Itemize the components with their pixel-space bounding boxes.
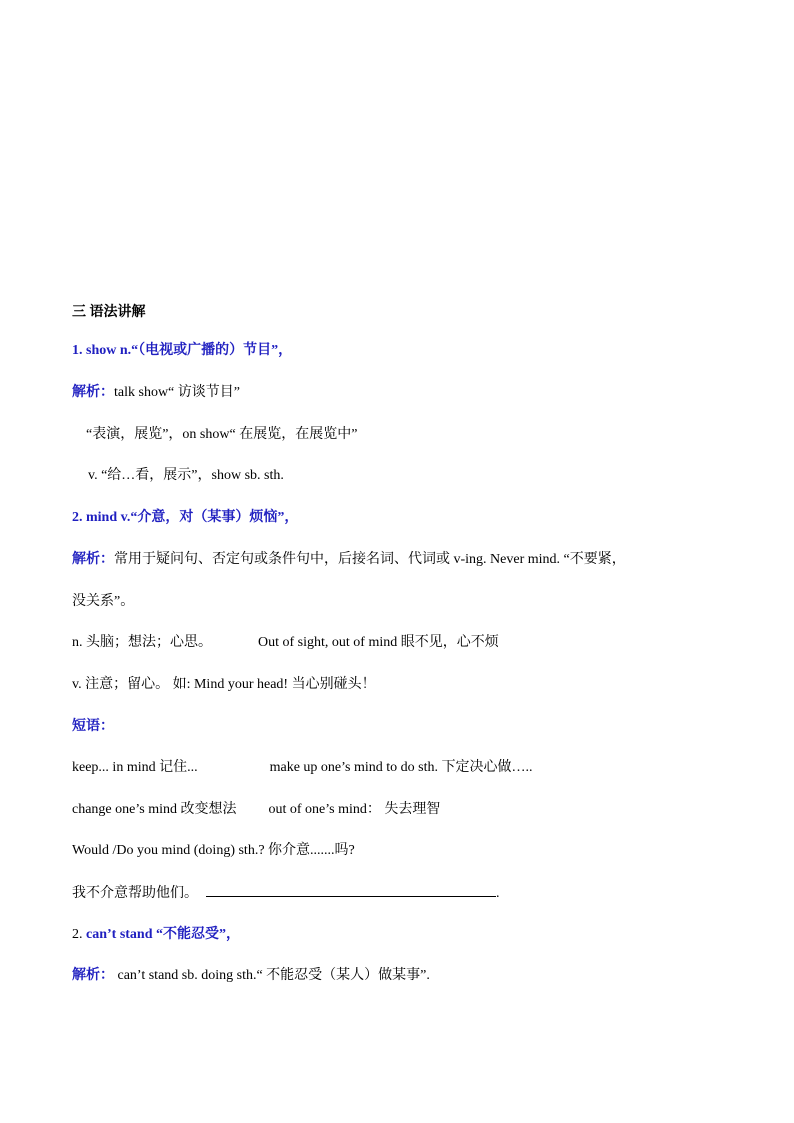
phrase2-a: change one’s mind 改变想法 (72, 802, 237, 817)
mind-noun-b: Out of sight, out of mind 眼不见，心不烦 (258, 635, 499, 650)
mind-noun-line (72, 632, 499, 654)
phrase-label (72, 716, 114, 738)
analysis-stand (72, 965, 430, 987)
heading-stand-en: can’t stand (86, 927, 153, 942)
heading-show-num: 1. show n. (72, 343, 132, 358)
section-title: 三 语法讲解 (72, 305, 146, 320)
answer-blank[interactable] (206, 882, 496, 897)
phrase-label-text: 短语： (72, 719, 114, 734)
heading-stand-cn: “不能忍受”， (152, 927, 241, 942)
exercise-end: . (496, 886, 500, 901)
mind-noun-a: n. 头脑；想法；心思。 (72, 635, 212, 650)
analysis-label: 解析： (72, 385, 114, 400)
phrase-line-2 (72, 799, 440, 821)
analysis-text: 常用于疑问句、否定句或条件句中，后接名词、代词或 v-ing. Never mind. “不要紧， (114, 552, 626, 567)
heading-mind-cn: “介意，对（某事）烦恼”， (130, 510, 299, 525)
exercise-line (72, 882, 500, 904)
analysis-label: 解析： (72, 552, 114, 567)
heading-show-cn: “（电视或广播的）节目”， (131, 343, 293, 358)
heading-show (72, 340, 292, 362)
analysis-text: can’t stand sb. doing sth.“ 不能忍受（某人）做某事”. (114, 968, 430, 983)
analysis-label: 解析： (72, 968, 114, 983)
heading-mind-num: 2. mind v. (72, 510, 131, 525)
heading-stand (72, 924, 240, 946)
exercise-text: 我不介意帮助他们。 (72, 886, 198, 901)
analysis-text: talk show“ 访谈节目” (114, 385, 240, 400)
phrase1-b: make up one’s mind to do sth. 下定决心做….. (269, 760, 533, 775)
heading-stand-num: 2. (72, 927, 86, 942)
phrase2-b: out of one’s mind： 失去理智 (268, 802, 441, 817)
phrase1-a: keep... in mind 记住... (72, 760, 198, 775)
show-line-3: v. “给…看，展示”，show sb. sth. (88, 468, 284, 483)
analysis-mind-cont: 没关系”。 (72, 594, 135, 609)
analysis-show (72, 382, 240, 404)
phrase-line-3: Would /Do you mind (doing) sth.? 你介意.......吗? (72, 843, 355, 858)
analysis-mind (72, 549, 626, 571)
mind-verb-line: v. 注意；留心。 如: Mind your head! 当心别碰头！ (72, 677, 376, 692)
heading-mind (72, 507, 298, 529)
show-line-2: “表演，展览”，on show“ 在展览，在展览中” (86, 427, 358, 442)
phrase-line-1 (72, 757, 533, 779)
